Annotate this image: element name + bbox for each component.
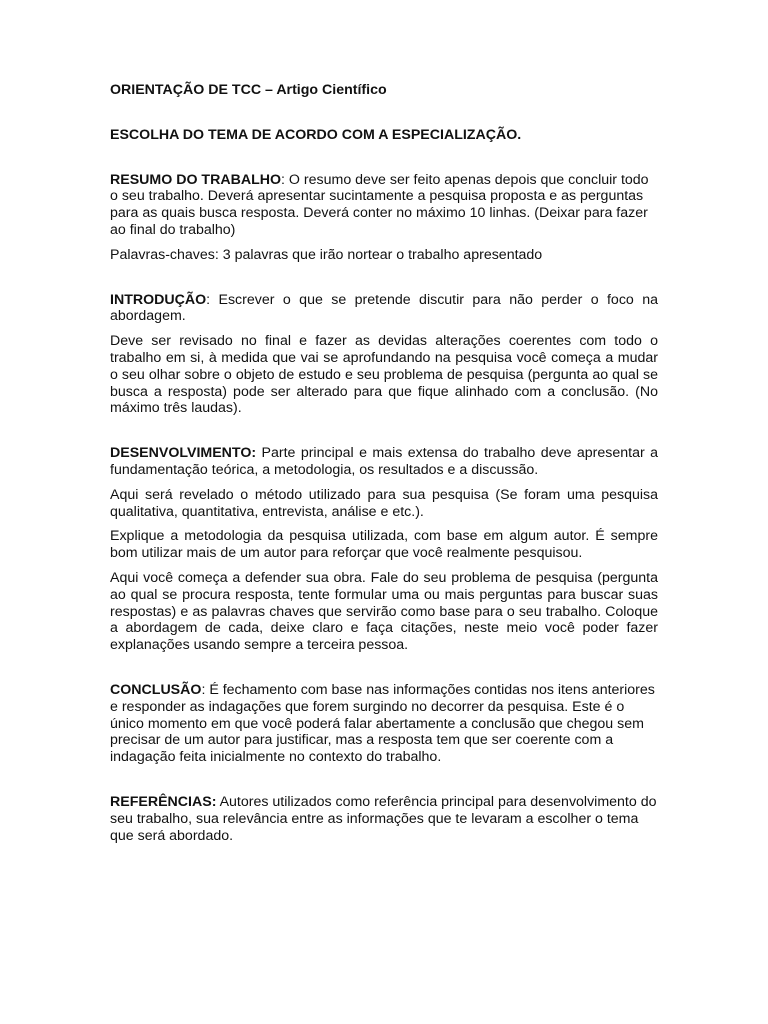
referencias-text: Autores utilizados como referência principal para desenvolvimento do seu trabalho, sua relevância entre as informações que te levaram a escolher o tema que será abordado. xyxy=(110,793,657,844)
theme-line: ESCOLHA DO TEMA DE ACORDO COM A ESPECIALIZAÇÃO. xyxy=(110,126,522,143)
desenvolvimento-paragraph-3: Explique a metodologia da pesquisa utilizada, com base em algum autor. É sempre bom utilizar mais de um autor para reforçar que você realmente pesquisou. xyxy=(110,528,658,562)
keywords-paragraph: Palavras-chaves: 3 palavras que irão nortear o trabalho apresentado xyxy=(110,246,543,263)
referencias-paragraph xyxy=(110,794,658,844)
introducao-paragraph-2: Deve ser revisado no final e fazer as devidas alterações coerentes com todo o trabalho em si, à medida que vai se aprofundando na pesquisa você começa a mudar o seu olhar sobre o objeto de estudo e seu problema de pesquisa (pergunta ao qual se busca a resposta) pode ser alterado para que fique alinhado com a conclusão. (No máximo três laudas). xyxy=(110,333,658,417)
desenvolvimento-paragraph-4: Aqui você começa a defender sua obra. Fale do seu problema de pesquisa (pergunta ao qual se procura resposta, tente formular uma ou mais perguntas para buscar suas respostas) e as palavras chaves que servirão como base para o seu trabalho. Coloque a abordagem de cada, deixe claro e faça citações, neste meio você poder fazer explanações usando sempre a terceira pessoa. xyxy=(110,569,658,654)
desenvolvimento-label: DESENVOLVIMENTO: xyxy=(110,445,257,462)
document-title: ORIENTAÇÃO DE TCC – Artigo Científico xyxy=(110,82,387,98)
conclusao-label: CONCLUSÃO xyxy=(110,681,202,698)
referencias-label: REFERÊNCIAS: xyxy=(110,793,217,810)
conclusao-text: : É fechamento com base nas informações contidas nos itens anteriores e responder as indagações que forem surgindo no decorrer da pesquisa. Este é o único momento em que você poderá falar abertamente a conclusão que chegou sem precisar de um autor para justificar, mas a resposta tem que ser coerente com a indagação feita inicialmente no contexto do trabalho. xyxy=(110,681,655,766)
section-desenvolvimento xyxy=(110,445,658,654)
desenvolvimento-text: Parte principal e mais extensa do trabalho deve apresentar a fundamentação teórica, a metodologia, os resultados e a discussão. xyxy=(110,445,658,478)
conclusao-paragraph xyxy=(110,682,658,766)
introducao-label: INTRODUÇÃO xyxy=(110,291,207,308)
resumo-text: : O resumo deve ser feito apenas depois que concluir todo o seu trabalho. Deverá apresentar sucintamente a pesquisa proposta e as perguntas para as quais busca resposta. Deverá conter no máximo 10 linhas. (Deixar para fazer ao final do trabalho) xyxy=(110,171,649,238)
desenvolvimento-paragraph-2: Aqui será revelado o método utilizado para sua pesquisa (Se foram uma pesquisa qualitativa, quantitativa, entrevista, análise e etc.). xyxy=(110,486,658,520)
section-conclusao xyxy=(110,682,658,766)
introducao-text: : Escrever o que se pretende discutir para não perder o foco na abordagem. xyxy=(110,291,658,325)
section-resumo xyxy=(110,172,658,264)
section-referencias xyxy=(110,794,658,844)
introducao-paragraph xyxy=(110,292,658,326)
resumo-paragraph xyxy=(110,172,658,239)
desenvolvimento-paragraph xyxy=(110,445,658,479)
resumo-label: RESUMO DO TRABALHO xyxy=(110,171,282,188)
section-introducao xyxy=(110,292,658,418)
document-page xyxy=(110,82,658,872)
